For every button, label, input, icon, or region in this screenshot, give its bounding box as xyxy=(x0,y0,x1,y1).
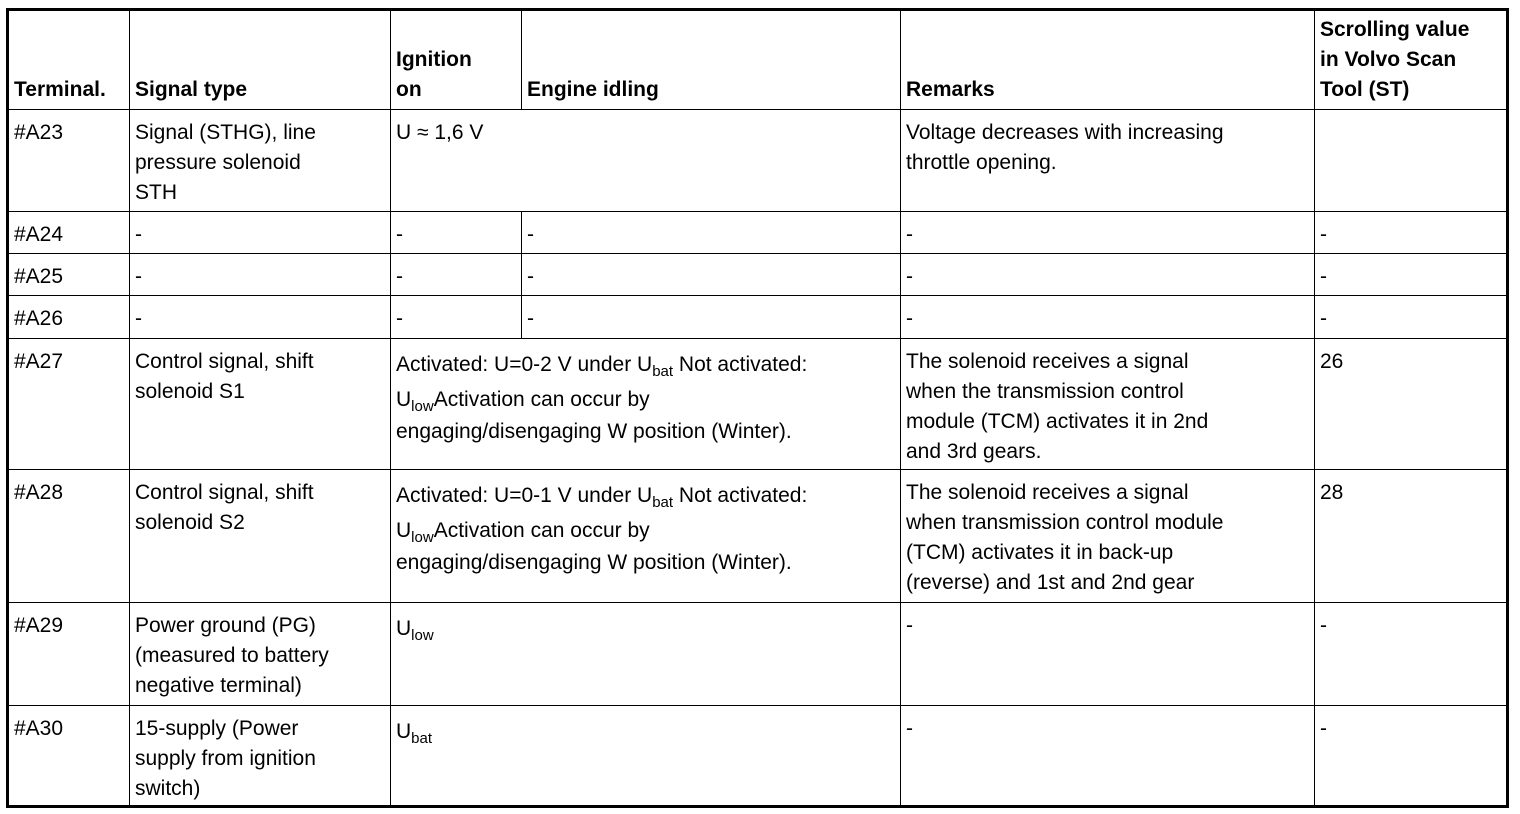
cell-line: 28 xyxy=(1320,481,1344,504)
ignition-cell xyxy=(391,296,522,339)
cell-line: when the transmission control xyxy=(906,380,1184,403)
cell-line: - xyxy=(906,307,913,330)
cell-line: supply from ignition xyxy=(135,747,316,770)
text-segment: Not activated: xyxy=(673,353,808,376)
cell-line: module (TCM) activates it in 2nd xyxy=(906,410,1209,433)
cell-line xyxy=(396,714,895,749)
cell-line: Terminal. xyxy=(14,78,106,101)
cell-line: - xyxy=(527,307,534,330)
signal-cell xyxy=(130,339,391,470)
ignition-cell xyxy=(391,254,522,296)
cell-line xyxy=(396,513,895,548)
cell-line: Ignition xyxy=(396,48,472,71)
cell-line: Signal type xyxy=(135,78,248,101)
table-row xyxy=(8,470,1508,603)
cell-line: The solenoid receives a signal xyxy=(906,350,1189,373)
cell-line: - xyxy=(906,717,913,740)
st-cell xyxy=(1315,470,1508,603)
text-segment: engaging/disengaging W position (Winter). xyxy=(396,420,792,443)
remarks-cell xyxy=(901,110,1315,212)
subscript: low xyxy=(411,529,434,546)
cell-line: - xyxy=(527,223,534,246)
terminal-cell xyxy=(8,470,130,603)
table-row xyxy=(8,296,1508,339)
cell-line: - xyxy=(527,265,534,288)
st-cell xyxy=(1315,296,1508,339)
remarks-cell xyxy=(901,470,1315,603)
cell-line xyxy=(396,382,895,417)
signal-cell xyxy=(130,296,391,339)
terminal-cell xyxy=(8,603,130,706)
cell-line: in Volvo Scan xyxy=(1320,48,1457,71)
remarks-cell xyxy=(901,296,1315,339)
cell-line: negative terminal) xyxy=(135,674,302,697)
cell-line: solenoid S2 xyxy=(135,511,245,534)
header-row xyxy=(8,10,1508,110)
cell-line: #A24 xyxy=(14,223,64,246)
text-segment: Activation can occur by xyxy=(433,388,650,411)
cell-line: Engine idling xyxy=(527,78,659,101)
cell-line: - xyxy=(1320,307,1327,330)
terminal-cell xyxy=(8,296,130,339)
cell-line: - xyxy=(1320,717,1327,740)
text-segment: Activated: U=0-2 V under U xyxy=(396,353,653,376)
subscript: bat xyxy=(652,494,674,511)
column-header-terminal xyxy=(8,10,130,110)
terminal-cell xyxy=(8,110,130,212)
cell-line: Signal (STHG), line xyxy=(135,121,316,144)
signal-cell xyxy=(130,603,391,706)
cell-line: Control signal, shift xyxy=(135,481,314,504)
cell-line: - xyxy=(1320,265,1327,288)
table-row xyxy=(8,706,1508,807)
table-row xyxy=(8,110,1508,212)
cell-line: on xyxy=(396,78,422,101)
subscript: low xyxy=(411,627,434,644)
cell-line: Control signal, shift xyxy=(135,350,314,373)
cell-line: #A25 xyxy=(14,265,64,288)
signal-cell xyxy=(130,254,391,296)
signal-cell xyxy=(130,706,391,807)
terminal-cell xyxy=(8,339,130,470)
cell-line: (reverse) and 1st and 2nd gear xyxy=(906,571,1195,594)
table-row xyxy=(8,603,1508,706)
cell-line: Tool (ST) xyxy=(1320,78,1410,101)
cell-line: U ≈ 1,6 V xyxy=(396,121,484,144)
remarks-cell xyxy=(901,339,1315,470)
text-segment: U xyxy=(396,720,412,743)
cell-line: Voltage decreases with increasing xyxy=(906,121,1224,144)
idling-cell xyxy=(522,254,901,296)
cell-line: Power ground (PG) xyxy=(135,614,316,637)
text-segment: Activated: U=0-1 V under U xyxy=(396,484,653,507)
remarks-cell xyxy=(901,603,1315,706)
cell-line: - xyxy=(396,265,403,288)
terminal-cell xyxy=(8,212,130,254)
cell-line: - xyxy=(906,614,913,637)
signal-cell xyxy=(130,110,391,212)
cell-line xyxy=(396,611,895,646)
ignition-cell xyxy=(391,706,901,807)
cell-line: - xyxy=(135,265,142,288)
cell-line: and 3rd gears. xyxy=(906,440,1042,463)
ignition-cell xyxy=(391,470,901,603)
cell-line: #A27 xyxy=(14,350,64,373)
terminal-signal-table xyxy=(6,8,1509,808)
text-segment: Activation can occur by xyxy=(433,519,650,542)
ignition-cell xyxy=(391,339,901,470)
table-row xyxy=(8,339,1508,470)
cell-line: switch) xyxy=(135,777,201,800)
cell-line: - xyxy=(396,307,403,330)
cell-line: pressure solenoid xyxy=(135,151,301,174)
cell-line: - xyxy=(135,307,142,330)
ignition-cell xyxy=(391,110,901,212)
st-cell xyxy=(1315,254,1508,296)
cell-line: - xyxy=(1320,614,1327,637)
subscript: bat xyxy=(411,730,433,747)
cell-line: #A23 xyxy=(14,121,64,144)
cell-line: - xyxy=(906,265,913,288)
cell-line: Remarks xyxy=(906,78,995,101)
idling-cell xyxy=(522,296,901,339)
subscript: low xyxy=(411,398,434,415)
cell-line: - xyxy=(396,223,403,246)
cell-line: #A28 xyxy=(14,481,64,504)
cell-line xyxy=(396,347,895,382)
terminal-cell xyxy=(8,706,130,807)
column-header-remarks xyxy=(901,10,1315,110)
cell-line: (measured to battery xyxy=(135,644,329,667)
remarks-cell xyxy=(901,212,1315,254)
cell-line: - xyxy=(1320,223,1327,246)
subscript: bat xyxy=(652,363,674,380)
st-cell xyxy=(1315,603,1508,706)
text-segment: U xyxy=(396,388,412,411)
table-row xyxy=(8,212,1508,254)
cell-line: solenoid S1 xyxy=(135,380,245,403)
text-segment: U xyxy=(396,617,412,640)
cell-line: #A26 xyxy=(14,307,64,330)
text-segment: engaging/disengaging W position (Winter). xyxy=(396,551,792,574)
st-cell xyxy=(1315,212,1508,254)
cell-line: 15-supply (Power xyxy=(135,717,299,740)
cell-line xyxy=(396,417,895,447)
table-row xyxy=(8,254,1508,296)
remarks-cell xyxy=(901,706,1315,807)
cell-line: when transmission control module xyxy=(906,511,1224,534)
cell-line: Scrolling value xyxy=(1320,18,1470,41)
cell-line: (TCM) activates it in back-up xyxy=(906,541,1174,564)
ignition-cell xyxy=(391,212,522,254)
st-cell xyxy=(1315,339,1508,470)
signal-cell xyxy=(130,470,391,603)
text-segment: Not activated: xyxy=(673,484,808,507)
cell-line: throttle opening. xyxy=(906,151,1057,174)
column-header-signal xyxy=(130,10,391,110)
cell-line: STH xyxy=(135,181,177,204)
cell-line: 26 xyxy=(1320,350,1344,373)
column-header-idling xyxy=(522,10,901,110)
cell-line xyxy=(396,478,895,513)
cell-line xyxy=(396,548,895,578)
ignition-cell xyxy=(391,603,901,706)
st-cell xyxy=(1315,706,1508,807)
cell-line: - xyxy=(135,223,142,246)
terminal-cell xyxy=(8,254,130,296)
cell-line: #A29 xyxy=(14,614,64,637)
cell-line: The solenoid receives a signal xyxy=(906,481,1189,504)
column-header-st xyxy=(1315,10,1508,110)
cell-line: #A30 xyxy=(14,717,64,740)
st-cell xyxy=(1315,110,1508,212)
idling-cell xyxy=(522,212,901,254)
text-segment: U xyxy=(396,519,412,542)
remarks-cell xyxy=(901,254,1315,296)
cell-line: - xyxy=(906,223,913,246)
column-header-ignition xyxy=(391,10,522,110)
signal-cell xyxy=(130,212,391,254)
